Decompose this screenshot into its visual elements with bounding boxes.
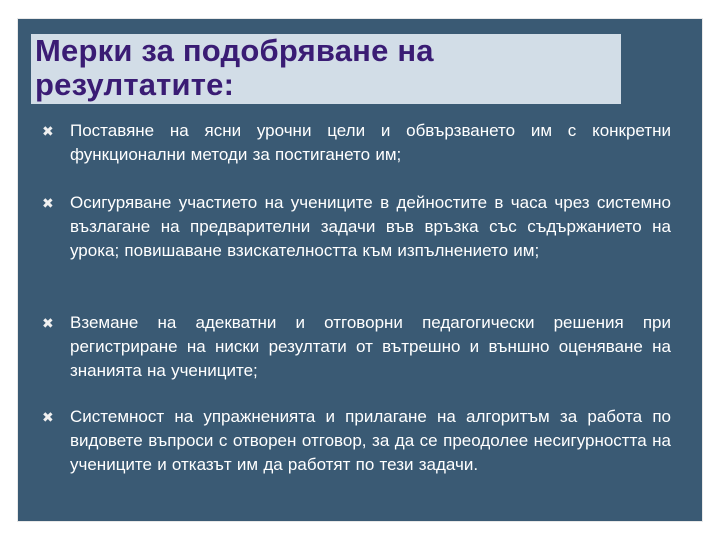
list-item-text: Осигуряване участието на учениците в дейностите в часа чрез системно възлагане на предварителни задачи във връзка със съдържанието на урока; повишаване взискателността към изпълнението им; [70, 193, 671, 260]
x-mark-icon: ✖ [42, 315, 54, 331]
slide-title: Мерки за подобряване на резултатите: [35, 33, 434, 102]
x-mark-icon: ✖ [42, 123, 54, 139]
list-item-text: Системност на упражненията и прилагане на алгоритъм за работа по видовете въпроси с отворен отговор, за да се преодолее несигурността на учениците и отказът им да работят по тези задачи. [70, 407, 671, 474]
list-item-text: Вземане на адекватни и отговорни педагогически решения при регистриране на ниски резултати от вътрешно и външно оценяване на знанията на учениците; [70, 313, 671, 380]
x-mark-icon: ✖ [42, 195, 54, 211]
list-item-text: Поставяне на ясни урочни цели и обвързването им с конкретни функционални методи за постигането им; [70, 121, 671, 164]
x-mark-icon: ✖ [42, 409, 54, 425]
